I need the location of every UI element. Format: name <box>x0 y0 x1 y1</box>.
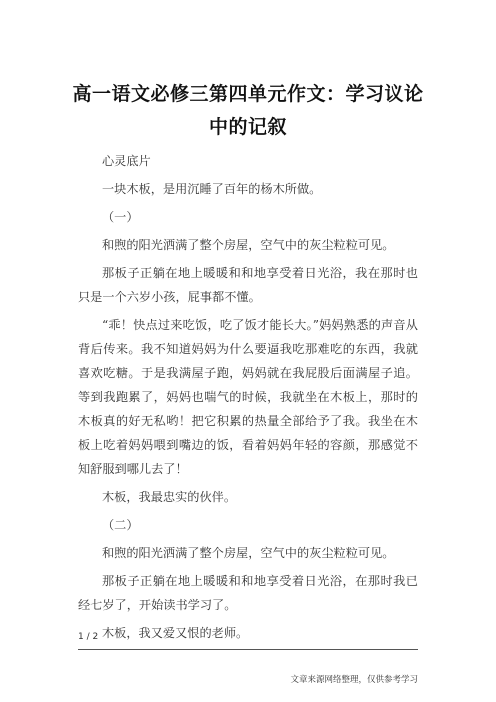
paragraph: 那板子正躺在地上暖暖和和地享受着日光浴，在那时我已经七岁了，开始读书学习了。 <box>78 574 418 612</box>
document-body <box>78 149 418 649</box>
paragraph: 木板，我最忠实的伙伴。 <box>102 490 237 504</box>
paragraph: 和煦的阳光洒满了整个房屋，空气中的灰尘粒粒可见。 <box>102 546 395 560</box>
document-title <box>60 78 436 144</box>
paragraph: 和煦的阳光洒满了整个房屋，空气中的灰尘粒粒可见。 <box>102 238 395 252</box>
paragraph: 一块木板，是用沉睡了百年的杨木所做。 <box>102 182 322 196</box>
footer-note: 文章来源网络整理，仅供参考学习 <box>290 675 418 685</box>
paragraph: “乖！快点过来吃饭，吃了饭才能长大。”妈妈熟悉的声音从背后传来。我不知道妈妈为什么要逼我吃那难吃的东西，我就喜欢吃糖。于是我满屋子跑，妈妈就在我屁股后面满屋子追。等到我跑累了，妈妈也喘气的时候，我就坐在木板上，那时的木板真的好无私哟！把它积累的热量全部给予了我。我坐在木板上吃着妈妈喂到嘴边的饭，看着妈妈年轻的容颜，那感觉不知舒服到哪儿去了！ <box>78 318 418 476</box>
page-number: 1 / 2 <box>78 632 99 642</box>
section-marker: （一） <box>102 210 139 224</box>
footer-divider <box>78 649 418 650</box>
section-marker: （二） <box>102 518 139 532</box>
paragraph: 木板，我又爱又恨的老师。 <box>102 626 249 640</box>
title-line-1: 高一语文必修三第四单元作文：学习议论 <box>72 83 424 105</box>
paragraph: 那板子正躺在地上暖暖和和地享受着日光浴，我在那时也只是一个六岁小孩，屁事都不懂。 <box>78 266 418 304</box>
paragraph-heading: 心灵底片 <box>102 154 151 168</box>
title-line-2: 中的记叙 <box>208 116 287 138</box>
